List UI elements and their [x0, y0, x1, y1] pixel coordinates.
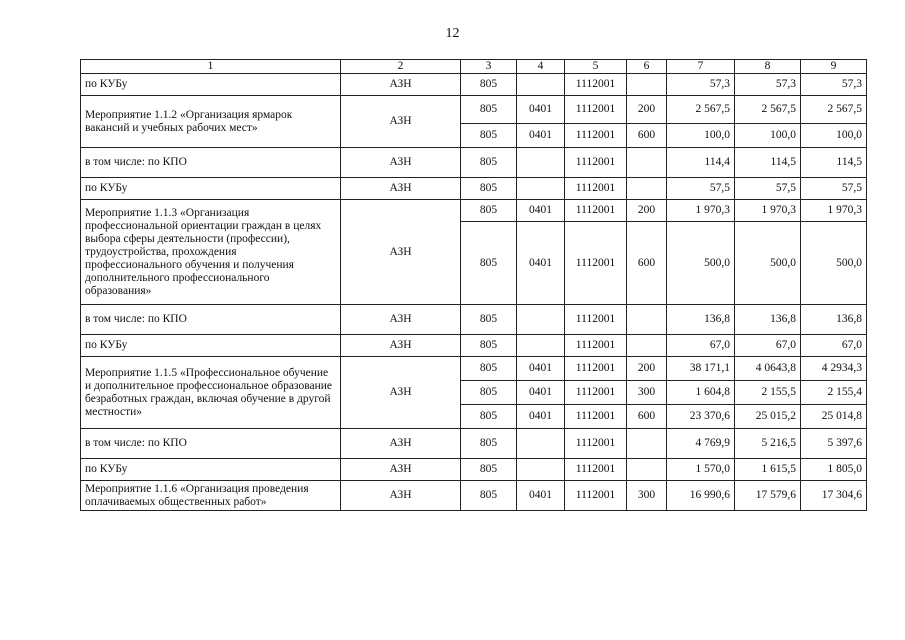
- column-header: 4: [517, 60, 565, 74]
- value-col7: 1 970,3: [667, 200, 735, 222]
- cell-col4: 0401: [517, 96, 565, 124]
- row-name: по КУБу: [81, 178, 341, 200]
- cell-col3: 805: [461, 459, 517, 481]
- value-col8: 2 567,5: [735, 96, 801, 124]
- cell-col6: [627, 459, 667, 481]
- cell-col3: 805: [461, 178, 517, 200]
- table-row: [81, 335, 867, 357]
- column-header: 2: [341, 60, 461, 74]
- cell-col6: 200: [627, 200, 667, 222]
- value-col8: 114,5: [735, 148, 801, 178]
- value-col8: 5 216,5: [735, 429, 801, 459]
- cell-col6: 200: [627, 96, 667, 124]
- value-col7: 67,0: [667, 335, 735, 357]
- cell-col4: 0401: [517, 357, 565, 381]
- value-col8: 136,8: [735, 305, 801, 335]
- org-code: АЗН: [341, 200, 461, 305]
- org-code: АЗН: [341, 429, 461, 459]
- table-row: [81, 200, 867, 222]
- value-col7: 38 171,1: [667, 357, 735, 381]
- value-col9: 136,8: [801, 305, 867, 335]
- cell-col4: [517, 74, 565, 96]
- row-name: по КУБу: [81, 74, 341, 96]
- value-col9: 67,0: [801, 335, 867, 357]
- value-col8: 1 615,5: [735, 459, 801, 481]
- table-row: [81, 96, 867, 124]
- table-row: [81, 429, 867, 459]
- table-row: [81, 357, 867, 381]
- table-row: [81, 481, 867, 511]
- cell-col5: 1112001: [565, 200, 627, 222]
- budget-table: [80, 59, 867, 511]
- value-col8: 4 0643,8: [735, 357, 801, 381]
- cell-col3: 805: [461, 305, 517, 335]
- cell-col4: [517, 429, 565, 459]
- org-code: АЗН: [341, 459, 461, 481]
- column-header: 3: [461, 60, 517, 74]
- cell-col4: [517, 178, 565, 200]
- cell-col5: 1112001: [565, 74, 627, 96]
- value-col9: 5 397,6: [801, 429, 867, 459]
- value-col9: 1 805,0: [801, 459, 867, 481]
- org-code: АЗН: [341, 305, 461, 335]
- value-col9: 25 014,8: [801, 405, 867, 429]
- value-col9: 114,5: [801, 148, 867, 178]
- org-code: АЗН: [341, 335, 461, 357]
- cell-col6: 300: [627, 381, 667, 405]
- activity-name: Мероприятие 1.1.5 «Профессиональное обучение и дополнительное профессиональное образование безработных граждан, включая обучение в другой местности»: [81, 357, 341, 429]
- cell-col3: 805: [461, 335, 517, 357]
- column-header: 9: [801, 60, 867, 74]
- value-col7: 1 604,8: [667, 381, 735, 405]
- value-col8: 57,3: [735, 74, 801, 96]
- cell-col5: 1112001: [565, 148, 627, 178]
- cell-col3: 805: [461, 405, 517, 429]
- row-name: в том числе: по КПО: [81, 148, 341, 178]
- cell-col3: 805: [461, 124, 517, 148]
- cell-col5: 1112001: [565, 222, 627, 305]
- cell-col5: 1112001: [565, 429, 627, 459]
- value-col7: 114,4: [667, 148, 735, 178]
- table-row: [81, 74, 867, 96]
- value-col9: 500,0: [801, 222, 867, 305]
- cell-col5: 1112001: [565, 96, 627, 124]
- value-col9: 4 2934,3: [801, 357, 867, 381]
- row-name: в том числе: по КПО: [81, 305, 341, 335]
- column-header: 7: [667, 60, 735, 74]
- table-row: [81, 459, 867, 481]
- cell-col5: 1112001: [565, 335, 627, 357]
- cell-col6: [627, 178, 667, 200]
- column-header: 5: [565, 60, 627, 74]
- column-header: 1: [81, 60, 341, 74]
- cell-col6: [627, 74, 667, 96]
- value-col8: 17 579,6: [735, 481, 801, 511]
- row-name: по КУБу: [81, 335, 341, 357]
- cell-col4: 0401: [517, 405, 565, 429]
- page-number: 12: [445, 26, 460, 41]
- cell-col6: 600: [627, 124, 667, 148]
- org-code: АЗН: [341, 481, 461, 511]
- cell-col4: [517, 335, 565, 357]
- cell-col5: 1112001: [565, 405, 627, 429]
- cell-col3: 805: [461, 357, 517, 381]
- cell-col5: 1112001: [565, 305, 627, 335]
- value-col9: 100,0: [801, 124, 867, 148]
- value-col9: 2 155,4: [801, 381, 867, 405]
- value-col8: 67,0: [735, 335, 801, 357]
- value-col8: 2 155,5: [735, 381, 801, 405]
- activity-name: Мероприятие 1.1.2 «Организация ярмарок вакансий и учебных рабочих мест»: [81, 96, 341, 148]
- value-col9: 1 970,3: [801, 200, 867, 222]
- value-col7: 57,3: [667, 74, 735, 96]
- value-col9: 17 304,6: [801, 481, 867, 511]
- value-col8: 500,0: [735, 222, 801, 305]
- value-col9: 57,5: [801, 178, 867, 200]
- cell-col5: 1112001: [565, 178, 627, 200]
- org-code: АЗН: [341, 96, 461, 148]
- cell-col6: 300: [627, 481, 667, 511]
- cell-col5: 1112001: [565, 381, 627, 405]
- table-row: [81, 305, 867, 335]
- cell-col6: [627, 335, 667, 357]
- value-col7: 16 990,6: [667, 481, 735, 511]
- cell-col3: 805: [461, 381, 517, 405]
- org-code: АЗН: [341, 148, 461, 178]
- table-row: [81, 178, 867, 200]
- activity-name: Мероприятие 1.1.3 «Организация профессиональной ориентации граждан в целях выбора сферы деятельности (профессии), трудоустройства, прохождения профессионального обучения и получения дополнительного профессионального образования»: [81, 200, 341, 305]
- cell-col3: 805: [461, 74, 517, 96]
- value-col8: 100,0: [735, 124, 801, 148]
- value-col7: 500,0: [667, 222, 735, 305]
- column-header: 6: [627, 60, 667, 74]
- column-header: 8: [735, 60, 801, 74]
- cell-col3: 805: [461, 148, 517, 178]
- cell-col3: 805: [461, 200, 517, 222]
- cell-col5: 1112001: [565, 481, 627, 511]
- cell-col4: 0401: [517, 200, 565, 222]
- cell-col6: 600: [627, 405, 667, 429]
- cell-col6: 600: [627, 222, 667, 305]
- row-name: в том числе: по КПО: [81, 429, 341, 459]
- cell-col4: [517, 148, 565, 178]
- org-code: АЗН: [341, 74, 461, 96]
- cell-col4: 0401: [517, 222, 565, 305]
- table-row: [81, 148, 867, 178]
- value-col7: 57,5: [667, 178, 735, 200]
- cell-col5: 1112001: [565, 124, 627, 148]
- cell-col3: 805: [461, 96, 517, 124]
- value-col7: 2 567,5: [667, 96, 735, 124]
- cell-col6: [627, 305, 667, 335]
- cell-col3: 805: [461, 429, 517, 459]
- cell-col3: 805: [461, 222, 517, 305]
- cell-col4: 0401: [517, 381, 565, 405]
- cell-col6: [627, 429, 667, 459]
- value-col9: 57,3: [801, 74, 867, 96]
- cell-col4: 0401: [517, 481, 565, 511]
- row-name: по КУБу: [81, 459, 341, 481]
- cell-col6: [627, 148, 667, 178]
- org-code: АЗН: [341, 357, 461, 429]
- cell-col5: 1112001: [565, 459, 627, 481]
- org-code: АЗН: [341, 178, 461, 200]
- value-col7: 4 769,9: [667, 429, 735, 459]
- cell-col4: 0401: [517, 124, 565, 148]
- value-col8: 25 015,2: [735, 405, 801, 429]
- cell-col5: 1112001: [565, 357, 627, 381]
- value-col7: 100,0: [667, 124, 735, 148]
- value-col9: 2 567,5: [801, 96, 867, 124]
- value-col7: 136,8: [667, 305, 735, 335]
- value-col8: 57,5: [735, 178, 801, 200]
- cell-col4: [517, 305, 565, 335]
- column-number-row: [81, 60, 867, 74]
- cell-col3: 805: [461, 481, 517, 511]
- value-col7: 23 370,6: [667, 405, 735, 429]
- value-col8: 1 970,3: [735, 200, 801, 222]
- value-col7: 1 570,0: [667, 459, 735, 481]
- activity-name: Мероприятие 1.1.6 «Организация проведения оплачиваемых общественных работ»: [81, 481, 341, 511]
- cell-col6: 200: [627, 357, 667, 381]
- cell-col4: [517, 459, 565, 481]
